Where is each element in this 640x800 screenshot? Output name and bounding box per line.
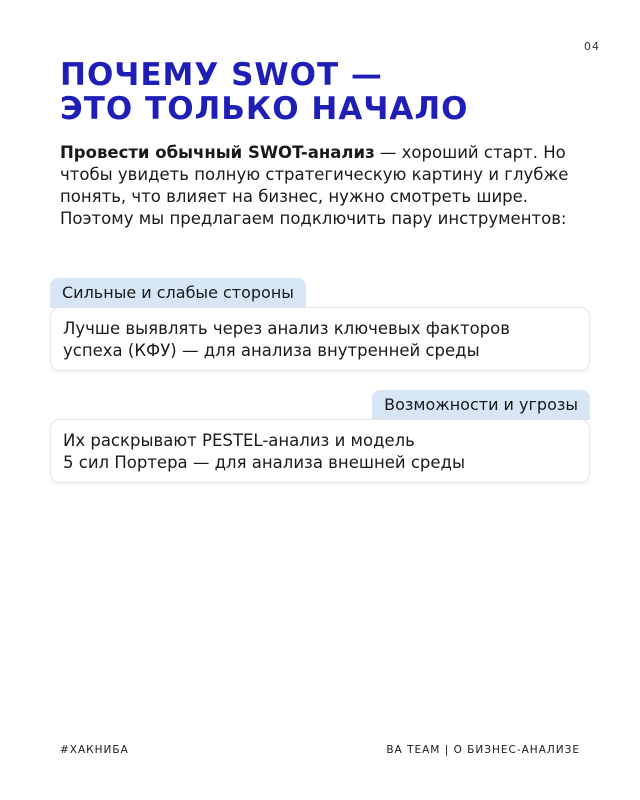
- card-line: Их раскрывают PESTEL-анализ и модель: [63, 431, 415, 450]
- intro-text: — хороший старт. Но чтобы увидеть полную стратегическую картину и глубже понять, что влияет на бизнес, нужно смотреть шире. Поэтому мы предлагаем подключить пару инструментов:: [60, 143, 569, 228]
- card-line: 5 сил Портера — для анализа внешней среды: [63, 453, 465, 472]
- card-line: успеха (КФУ) — для анализа внутренней среды: [63, 341, 480, 360]
- tag-strengths-weaknesses: Сильные и слабые стороны: [50, 278, 306, 308]
- footer-hashtag: #ХАКНИБА: [60, 744, 129, 756]
- title-line-1: ПОЧЕМУ SWOT —: [60, 57, 383, 93]
- page-number: 04: [584, 40, 600, 53]
- card-opportunities-threats: [50, 419, 590, 483]
- intro-bold: Провести обычный SWOT-анализ: [60, 143, 375, 162]
- tag-opportunities-threats: Возможности и угрозы: [372, 390, 590, 420]
- title-line-2: ЭТО ТОЛЬКО НАЧАЛО: [60, 91, 469, 127]
- card-line: Лучше выявлять через анализ ключевых факторов: [63, 319, 510, 338]
- footer-brand: BA TEAM | О БИЗНЕС-АНАЛИЗЕ: [386, 744, 580, 756]
- page-title: [60, 58, 580, 126]
- intro-paragraph: [60, 142, 590, 230]
- card-strengths-weaknesses: [50, 307, 590, 371]
